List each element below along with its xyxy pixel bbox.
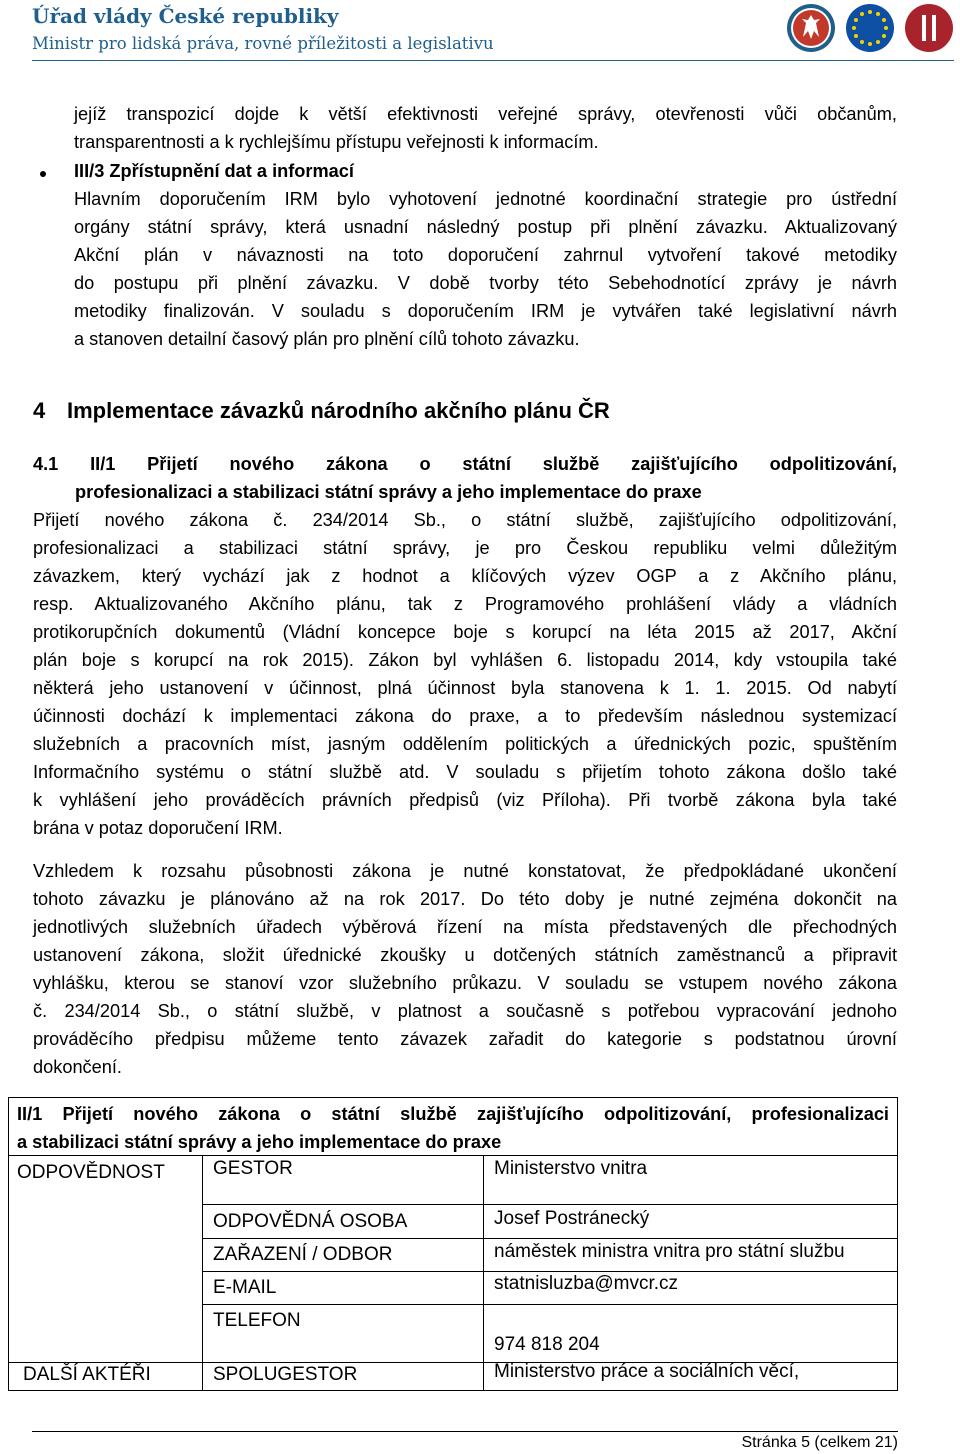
bullet-item [74,157,897,353]
other-actors-label: DALŠÍ AKTÉŘI [23,1364,151,1385]
text-line: profesionalizaci a stabilizaci státní správy, je pro Českou republiku velmi důležitým [33,538,897,558]
table-rule [202,1271,897,1272]
section-number: 4 [33,398,46,423]
person-value: Josef Postránecký [494,1208,650,1229]
table-rule [202,1204,897,1205]
text-line: transparentnosti a k rychlejšímu přístupu veřejnosti k informacím. [74,132,599,152]
text-line: Informačního systému o státní službě atd. V souladu s přijetím tohoto zákona došlo také [33,762,897,782]
intro-paragraph [74,100,897,156]
text-line: k vyhlášení jeho prováděcích právních předpisů (viz Příloha). Při tvorbě zákona byla také [33,790,897,810]
text-line: tohoto závazku je plánováno až na rok 2017. Do této doby je nutné zejména dokončit na [33,889,897,909]
text-line: plán boje s korupcí na rok 2015). Zákon byl vyhlášen 6. listopadu 2014, kdy vstoupila také [33,650,897,670]
gestor-value: Ministerstvo vnitra [494,1158,648,1179]
section-heading [33,398,610,424]
subsection-heading-line: profesionalizaci a stabilizaci státní správy a jeho implementace do praxe [75,482,702,502]
table-rule [483,1155,484,1390]
text-line: Hlavním doporučením IRM bylo vyhotovení jednotné koordinační strategie pro ústřední [74,189,897,209]
text-line: do postupu při plnění závazku. V době tvorby této Sebehodnotící zprávy je návrh [74,273,897,293]
paragraph-1 [33,506,897,842]
table-title-line: II/1 Přijetí nového zákona o státní službě zajišťujícího odpolitizování, profesionalizaci [17,1104,889,1124]
text-line: č. 234/2014 Sb., o státní službě, v platnost a současně s potřebou vypracování jednoho [33,1001,897,1021]
table-rule [202,1155,203,1390]
department-value: náměstek ministra vnitra pro státní službu [494,1241,845,1262]
text-line: Vzhledem k rozsahu působnosti zákona je nutné konstatovat, že předpokládané ukončení [33,861,897,881]
co-gestor-value: Ministerstvo práce a sociálních věcí, [494,1361,800,1382]
text-line: protikorupčních dokumentů (Vládní koncepce boje s korupcí na léta 2015 až 2017, Akční [33,622,897,642]
table-rule [202,1238,897,1239]
text-line: ustanovení zákona, složit úřednické zkoušky u dotčených státních zaměstnanců a připravit [33,945,897,965]
text-line: některá jeho ustanovení v účinnost, plná účinnost byla stanovena k 1. 1. 2015. Od nabytí [33,678,897,698]
table-rule [202,1304,897,1305]
logo-group [786,3,954,53]
organization-name: Úřad vlády České republiky [32,4,339,28]
subsection-heading [33,450,897,506]
text-line: Přijetí nového zákona č. 234/2014 Sb., o státní službě, zajišťujícího odpolitizování, [33,510,897,530]
table-title-line: a stabilizaci státní správy a jeho implementace do praxe [17,1132,502,1152]
organization-subtitle: Ministr pro lidská práva, rovné příležitosti a legislativu [32,34,494,53]
page-header [0,0,960,70]
text-line: Akční plán v návaznosti na toto doporučení zahrnul vytvoření takové metodiky [74,245,897,265]
table-rule [9,1155,897,1156]
phone-label: TELEFON [213,1310,301,1331]
text-line: vyhlášku, kterou se stanoví vzor služebního průkazu. V souladu se vstupem nového zákona [33,973,897,993]
page-number: Stránka 5 (celkem 21) [741,1434,898,1451]
header-divider [32,60,954,61]
table-title [17,1100,889,1156]
text-line: účinnosti dochází k implementaci zákona do praxe, a to především následnou systemizací [33,706,897,726]
gestor-label: GESTOR [213,1158,293,1179]
department-label: ZAŘAZENÍ / ODBOR [213,1244,393,1265]
eu-stars-icon [845,3,895,53]
czech-lion-icon [786,3,836,53]
responsibility-label: ODPOVĚDNOST [17,1162,165,1183]
text-line: a stanoven detailní časový plán pro plnění cílů tohoto závazku. [74,329,580,349]
commitment-table [8,1097,898,1391]
text-line: metodiky finalizován. V souladu s doporučením IRM je vytvářen také legislativní návrh [74,301,897,321]
text-line: brána v potaz doporučení IRM. [33,818,283,838]
human-rights-icon [904,3,954,53]
text-line: orgány státní správy, která usnadní následný postup při plnění závazku. Aktualizovaný [74,217,897,237]
subsection-heading-line: 4.1 II/1 Přijetí nového zákona o státní službě zajišťujícího odpolitizování, [33,454,897,474]
text-line: dokončení. [33,1057,122,1077]
section-title: Implementace závazků národního akčního plánu ČR [67,398,610,423]
co-gestor-label: SPOLUGESTOR [213,1364,358,1385]
phone-value: 974 818 204 [494,1334,600,1355]
text-line: resp. Aktualizovaného Akčního plánu, tak z Programového prohlášení vlády a vládních [33,594,897,614]
footer-divider [32,1431,898,1432]
text-line: jednotlivých služebních úřadech výběrová řízení na místa představených dle přechodných [33,917,897,937]
text-line: služebních a pracovních míst, jasným oddělením politických a úřednických pozic, spuštěním [33,734,897,754]
bullet-icon [40,171,46,177]
email-value[interactable]: statnisluzba@mvcr.cz [494,1273,679,1294]
text-line: jejíž transpozicí dojde k větší efektivnosti veřejné správy, otevřenosti vůči občanům, [74,104,897,124]
paragraph-2 [33,857,897,1081]
email-label: E-MAIL [213,1277,277,1298]
text-line: závazkem, který vychází jak z hodnot a klíčových výzev OGP a z Akčního plánu, [33,566,897,586]
person-label: ODPOVĚDNÁ OSOBA [213,1211,408,1232]
text-line: prováděcího předpisu můžeme tento závazek zařadit do kategorie s podstatnou úrovní [33,1029,897,1049]
bullet-heading: III/3 Zpřístupnění dat a informací [74,161,354,181]
